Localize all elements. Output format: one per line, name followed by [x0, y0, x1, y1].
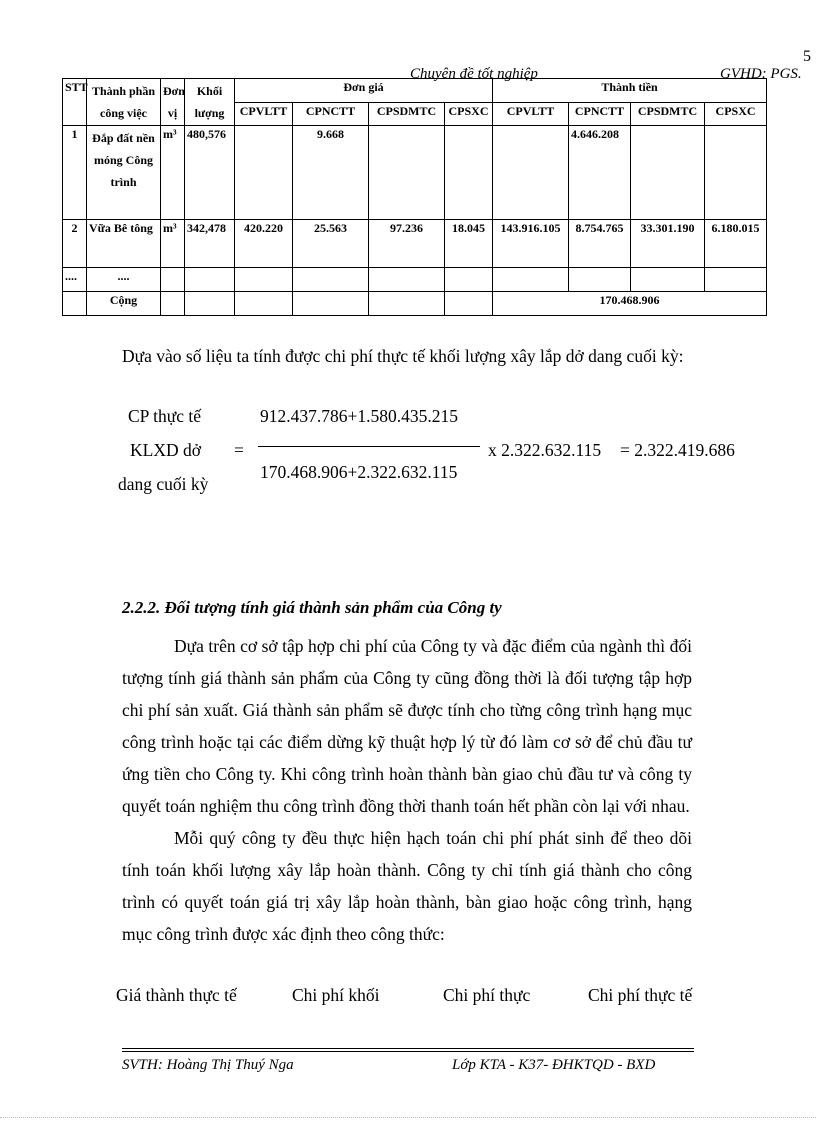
formula-result: = 2.322.419.686	[620, 440, 735, 460]
cell-value: 143.916.105	[493, 220, 569, 268]
formula-term: Chi phí thực tế	[588, 985, 693, 1005]
cell-volume: 342,478	[185, 220, 235, 268]
intro-text: Dựa vào số liệu ta tính được chi phí thực tế khối lượng xây lắp dở dang cuối kỳ:	[122, 346, 684, 366]
total-label: Cộng	[87, 292, 161, 316]
page-number: 5	[803, 48, 811, 65]
cell-value: 6.180.015	[705, 220, 767, 268]
cell-value	[369, 126, 445, 220]
cell-value: 9.668	[293, 126, 369, 220]
cell-name: Đắp đất nền móng Công trình	[87, 126, 161, 220]
table-row	[63, 220, 767, 268]
th-sub: CPVLTT	[235, 102, 293, 126]
formula-term: Chi phí thực	[443, 985, 531, 1005]
th-component: Thành phần công việc	[87, 79, 161, 126]
total-value: 170.468.906	[493, 292, 767, 316]
th-volume: Khối lượng	[185, 79, 235, 126]
table-row	[63, 268, 767, 292]
formula-equals: =	[234, 440, 244, 460]
cell-value	[631, 126, 705, 220]
section-title: 2.2.2. Đối tượng tính giá thành sản phẩm của Công ty	[122, 598, 502, 617]
formula-numerator: 912.437.786+1.580.435.215	[260, 406, 458, 426]
formula-denominator: 170.468.906+2.322.632.115	[260, 462, 458, 482]
th-sub: CPSDMTC	[369, 102, 445, 126]
formula-label-3: dang cuối kỳ	[118, 474, 209, 494]
cell-value	[705, 126, 767, 220]
page-edge	[0, 1117, 816, 1118]
formula-term: Giá thành thực tế	[116, 985, 237, 1005]
formula-term: Chi phí khối	[292, 985, 380, 1005]
cell-value: 18.045	[445, 220, 493, 268]
th-sub: CPSDMTC	[631, 102, 705, 126]
th-sub: CPSXC	[445, 102, 493, 126]
cost-table	[62, 78, 767, 316]
header-title: Chuyên đề tốt nghiệp	[410, 66, 538, 82]
table-total-row	[63, 292, 767, 316]
body-text	[122, 630, 692, 950]
cell-value: 33.301.190	[631, 220, 705, 268]
cell-name: Vữa Bê tông	[87, 220, 161, 268]
footer-class: Lớp KTA - K37- ĐHKTQD - BXD	[452, 1057, 656, 1073]
cell-ellipsis: ....	[87, 268, 161, 292]
paragraph: Mỗi quý công ty đều thực hiện hạch toán chi phí phát sinh để theo dõi tính toán khối lượng xây lắp hoàn thành. Công ty chỉ tính giá thành cho công trình có quyết toán giá trị xây lắp hoàn thành, bàn giao hoặc công trình, hạng mục công trình được xác định theo công thức:	[122, 828, 692, 944]
header-advisor: GVHD: PGS.	[720, 66, 802, 82]
cell-value	[493, 126, 569, 220]
cell-stt: 2	[63, 220, 87, 268]
cell-ellipsis: ....	[63, 268, 87, 292]
footer-rule	[122, 1048, 694, 1049]
formula-label-2: KLXD dở	[130, 440, 201, 460]
cell-unit: m³	[161, 220, 185, 268]
th-sub: CPSXC	[705, 102, 767, 126]
cell-value	[445, 126, 493, 220]
th-unit-price: Đơn giá	[235, 79, 493, 103]
th-sub: CPVLTT	[493, 102, 569, 126]
cell-volume: 480,576	[185, 126, 235, 220]
th-sub: CPNCTT	[293, 102, 369, 126]
cell-unit: m³	[161, 126, 185, 220]
formula-label-1: CP thực tế	[128, 406, 201, 426]
cell-value: 8.754.765	[569, 220, 631, 268]
table-row	[63, 126, 767, 220]
cell-value: 420.220	[235, 220, 293, 268]
th-stt: STT	[63, 79, 87, 126]
footer-rule	[122, 1051, 694, 1052]
cell-value: 25.563	[293, 220, 369, 268]
footer-student: SVTH: Hoàng Thị Thuý Nga	[122, 1057, 294, 1073]
cell-stt: 1	[63, 126, 87, 220]
cell-value: 4.646.208	[569, 126, 631, 220]
cell-value	[235, 126, 293, 220]
th-unit: Đơn vị	[161, 79, 185, 126]
th-total: Thành tiền	[493, 79, 767, 103]
fraction-line	[258, 446, 480, 447]
cell-value: 97.236	[369, 220, 445, 268]
paragraph: Dựa trên cơ sở tập hợp chi phí của Công ty và đặc điểm của ngành thì đối tượng tính giá thành sản phẩm của Công ty cũng đồng thời là đối tượng tập hợp chi phí sản xuất. Giá thành sản phẩm sẽ được tính cho từng công trình hạng mục công trình hoặc tại các điểm dừng kỹ thuật hợp lý từ đó làm cơ sở để chủ đầu tư ứng tiền cho Công ty. Khi công trình hoàn thành bàn giao chủ đầu tư và công ty quyết toán nghiệm thu công trình đồng thời thanh toán hết phần còn lại với nhau.	[122, 636, 692, 816]
formula-multiply: x 2.322.632.115	[488, 440, 602, 460]
th-sub: CPNCTT	[569, 102, 631, 126]
